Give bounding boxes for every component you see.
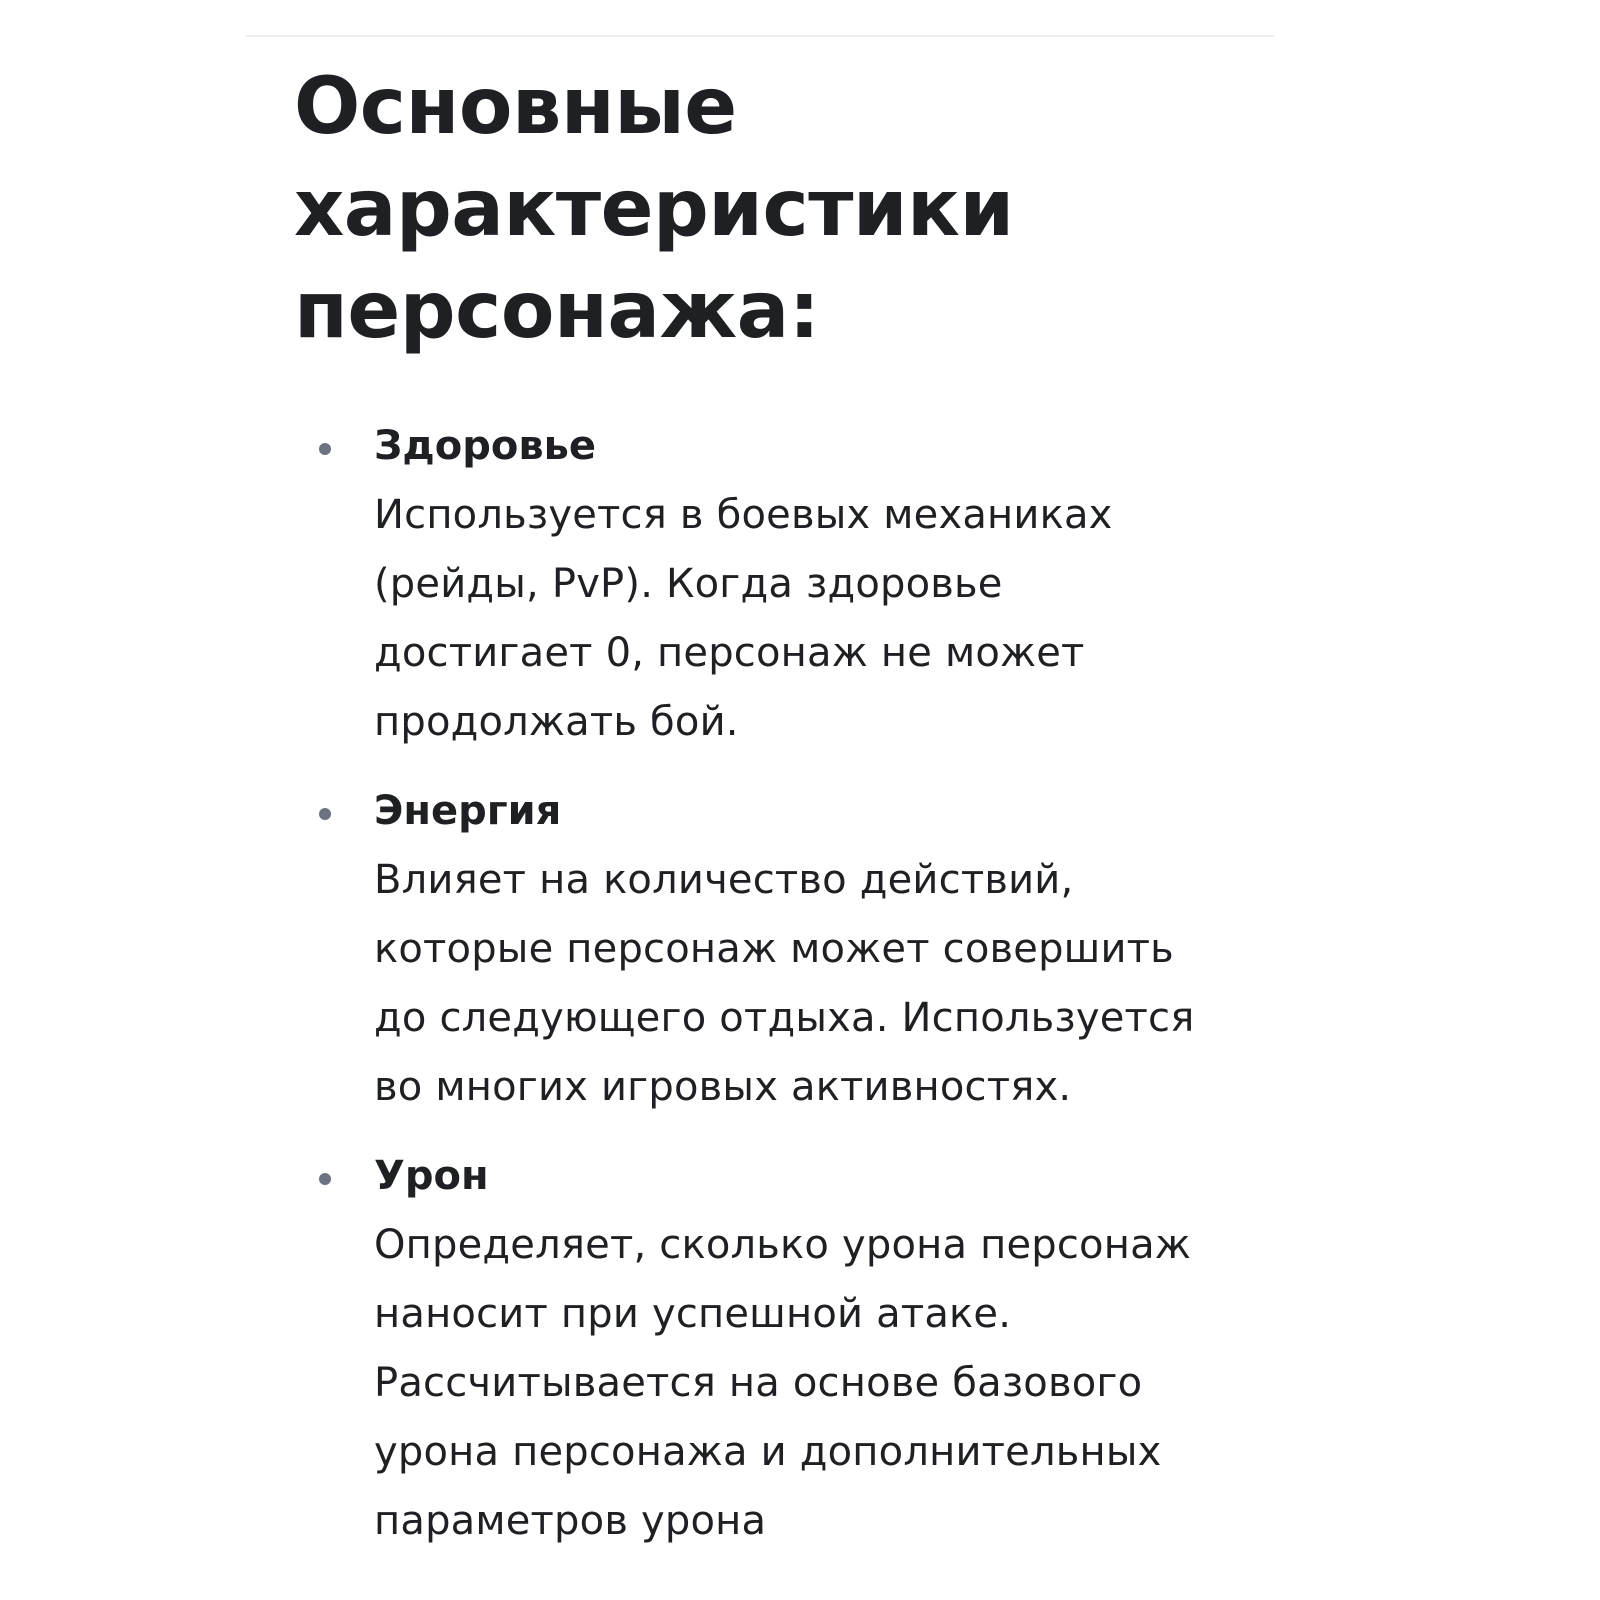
stat-description: Используется в боевых механиках (рейды, PvP). Когда здоровье достигает 0, персонаж не может продолжать бой. bbox=[374, 492, 1113, 745]
stat-name: Урон bbox=[374, 1153, 489, 1199]
article bbox=[294, 56, 1254, 1544]
page-title: Основные характеристики персонажа: bbox=[294, 62, 1014, 356]
top-divider bbox=[246, 35, 1274, 37]
bullet-icon bbox=[319, 808, 331, 820]
list-item bbox=[294, 412, 1254, 757]
list-item bbox=[294, 777, 1254, 1122]
stat-description: Определяет, сколько урона персонаж наносит при успешной атаке. Рассчитывается на основе базового урона персонажа и дополнительных параметров урона bbox=[374, 1222, 1192, 1544]
bullet-icon bbox=[319, 443, 331, 455]
bullet-icon bbox=[319, 1173, 331, 1185]
stat-name: Здоровье bbox=[374, 423, 597, 469]
stat-list bbox=[294, 412, 1254, 1576]
stat-description: Влияет на количество действий, которые персонаж может совершить до следующего отдыха. Используется во многих игровых активностях. bbox=[374, 857, 1195, 1110]
stat-name: Энергия bbox=[374, 788, 562, 834]
list-item bbox=[294, 1142, 1254, 1556]
